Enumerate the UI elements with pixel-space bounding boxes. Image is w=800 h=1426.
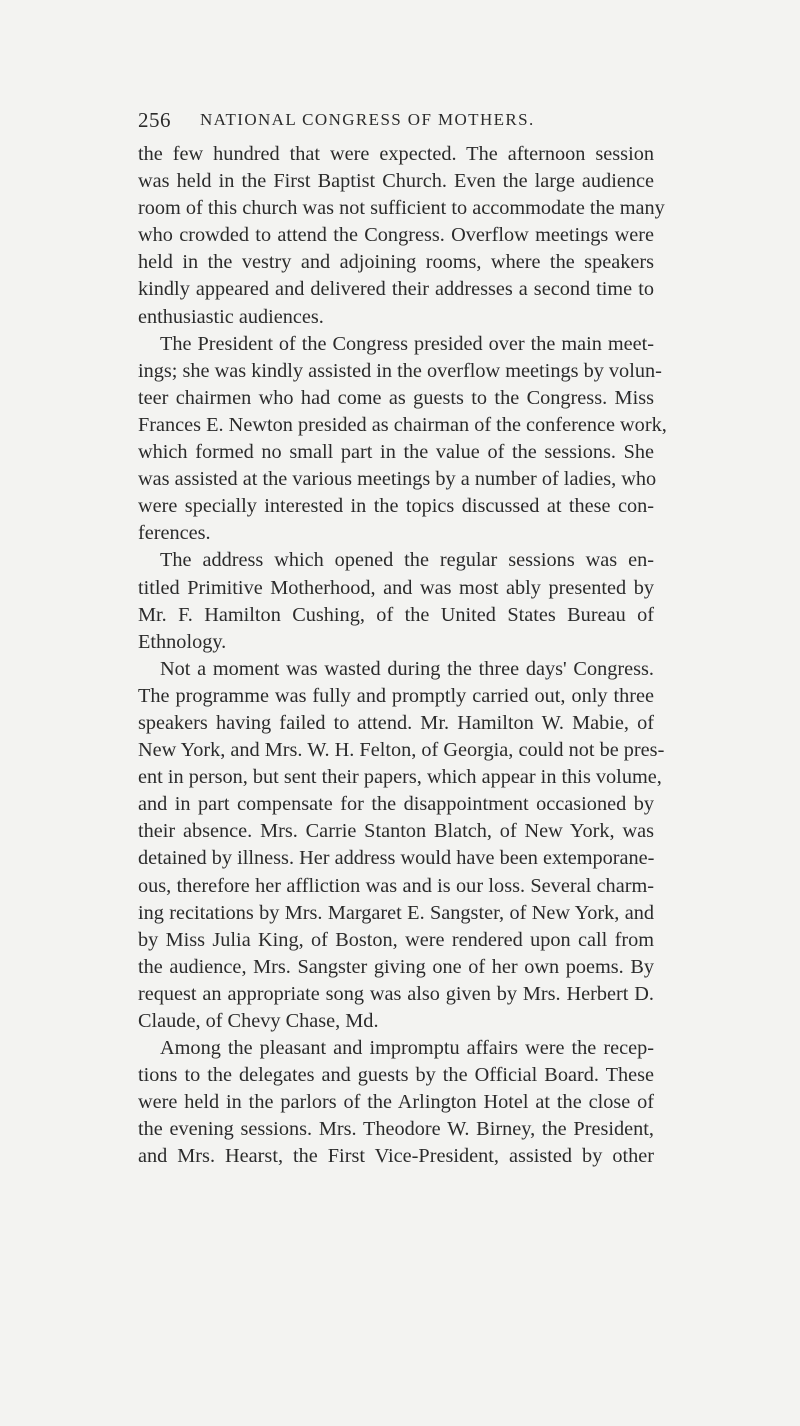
- text-line: room of this church was not sufficient to accommodate the many: [138, 197, 665, 220]
- text-line: ings; she was kindly assisted in the overflow meetings by volun-: [138, 359, 662, 382]
- text-line: detained by illness. Her address would have been extemporane-: [138, 847, 655, 870]
- text-line: ous, therefore her affliction was and is our loss. Several charm-: [138, 874, 654, 897]
- text-line: kindly appeared and delivered their addresses a second time to: [138, 278, 654, 301]
- text-line: ing recitations by Mrs. Margaret E. Sangster, of New York, and: [138, 901, 654, 924]
- text-line: who crowded to attend the Congress. Overflow meetings were: [138, 224, 654, 247]
- text-line: and in part compensate for the disappointment occasioned by: [138, 793, 654, 816]
- text-line: Claude, of Chevy Chase, Md.: [138, 1010, 379, 1032]
- text-line: The programme was fully and promptly carried out, only three: [138, 684, 654, 707]
- text-line: the few hundred that were expected. The afternoon session: [138, 143, 654, 165]
- page-number: 256: [138, 108, 171, 132]
- body-text: [138, 141, 667, 1171]
- text-line: which formed no small part in the value of the sessions. She: [138, 441, 654, 464]
- text-line: request an appropriate song was also given by Mrs. Herbert D.: [138, 982, 654, 1005]
- page-header: [138, 108, 650, 138]
- text-line: speakers having failed to attend. Mr. Hamilton W. Mabie, of: [138, 711, 654, 734]
- text-line: held in the vestry and adjoining rooms, where the speakers: [138, 251, 654, 274]
- text-line: ent in person, but sent their papers, which appear in this volume,: [138, 766, 662, 789]
- text-line: and Mrs. Hearst, the First Vice-President, assisted by other: [138, 1145, 654, 1168]
- text-line: Ethnology.: [138, 630, 227, 653]
- text-line: their absence. Mrs. Carrie Stanton Blatch, of New York, was: [138, 820, 654, 843]
- text-line: teer chairmen who had come as guests to the Congress. Miss: [138, 386, 654, 409]
- text-line: tions to the delegates and guests by the Official Board. These: [138, 1064, 654, 1087]
- text-line: Not a moment was wasted during the three days' Congress.: [160, 657, 654, 680]
- text-line: was held in the First Baptist Church. Even the large audience: [138, 170, 654, 193]
- text-line: was assisted at the various meetings by a number of ladies, who: [138, 468, 657, 491]
- text-line: were specially interested in the topics discussed at these con-: [138, 495, 654, 518]
- text-line: The President of the Congress presided over the main meet-: [160, 332, 654, 355]
- text-line: Among the pleasant and impromptu affairs were the recep-: [160, 1037, 654, 1060]
- running-head: NATIONAL CONGRESS OF MOTHERS.: [200, 110, 535, 129]
- text-line: the audience, Mrs. Sangster giving one of her own poems. By: [138, 955, 654, 978]
- text-line: Frances E. Newton presided as chairman of the conference work,: [138, 413, 667, 436]
- text-line: New York, and Mrs. W. H. Felton, of Georgia, could not be pres-: [138, 739, 665, 762]
- text-line: titled Primitive Motherhood, and was most ably presented by: [138, 576, 654, 599]
- text-line: Mr. F. Hamilton Cushing, of the United States Bureau of: [138, 603, 654, 626]
- text-line: The address which opened the regular sessions was en-: [160, 549, 654, 572]
- text-line: enthusiastic audiences.: [138, 305, 324, 328]
- text-line: were held in the parlors of the Arlington Hotel at the close of: [138, 1091, 654, 1114]
- text-line: by Miss Julia King, of Boston, were rendered upon call from: [138, 928, 654, 951]
- text-line: the evening sessions. Mrs. Theodore W. Birney, the President,: [138, 1118, 654, 1141]
- text-line: ferences.: [138, 522, 211, 545]
